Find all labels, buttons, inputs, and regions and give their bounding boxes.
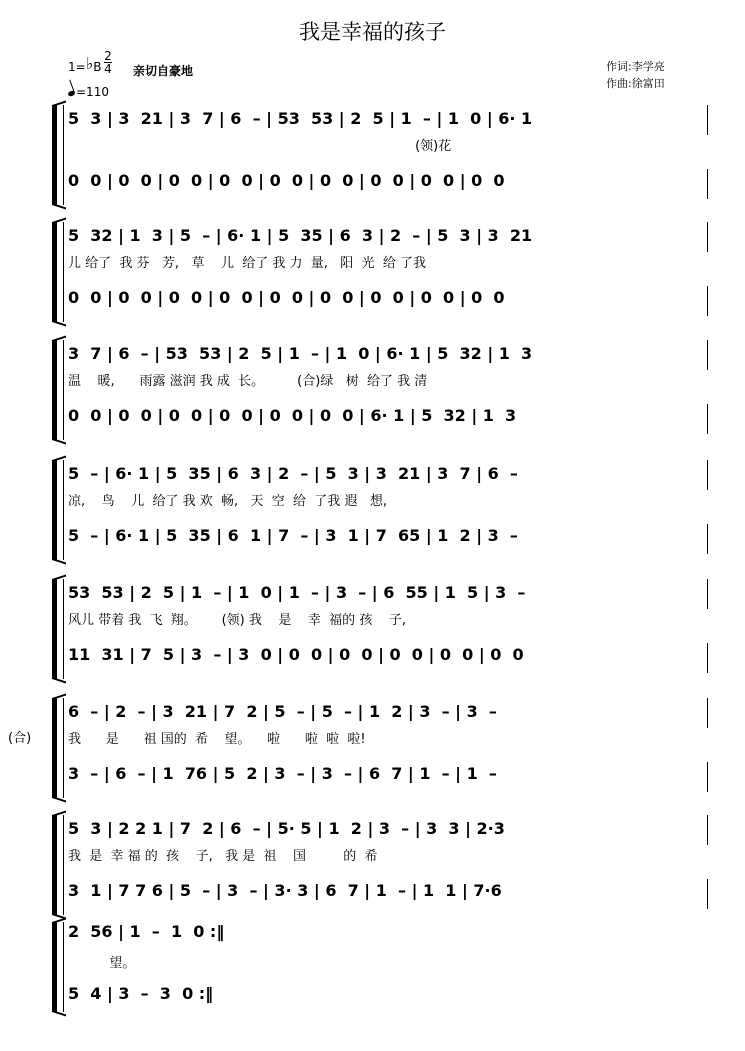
system-line [63,222,64,322]
expression-marking: 亲切自豪地 [133,64,194,78]
end-barline [707,404,708,434]
system-bracket [52,460,57,560]
bottom-staff: 11 31 | 7 5 | 3 – | 3 0 | 0 0 | 0 0 | 0 0 | 0 0 | 0 0 [68,645,524,664]
final-system [0,912,745,1012]
system-line [63,579,64,679]
lyrics-line: 风儿 带着 我 飞 翔。 (领) 我 是 幸 福的 孩 子, [68,613,406,628]
key-note: B [93,60,102,74]
time-bottom: 4 [104,62,112,76]
system-line [63,460,64,560]
system-line [63,340,64,440]
score-system [0,330,745,440]
score-system [0,450,745,560]
bottom-staff: 3 1 | 7 7 6 | 5 – | 3 – | 3· 3 | 6 7 | 1 – | 1 1 | 7·6 [68,881,502,900]
score-system [0,212,745,322]
end-barline [707,762,708,792]
end-barline [707,643,708,673]
end-barline [707,222,708,252]
key-prefix: 1= [68,60,86,74]
top-staff: 3 7 | 6 – | 53 53 | 2 5 | 1 – | 1 0 | 6· 1 | 5 32 | 1 3 [68,344,533,363]
score-system [0,95,745,205]
end-barline [707,340,708,370]
choir-label: (合) [8,731,32,746]
system-bracket [52,340,57,440]
bottom-staff: 0 0 | 0 0 | 0 0 | 0 0 | 0 0 | 0 0 | 0 0 | 0 0 | 0 0 [68,288,505,307]
system-line [63,815,64,915]
lyrics-line: 儿 给了 我 芬 芳, 草 儿 给了 我 力 量, 阳 光 给 了我 [68,256,426,271]
key-signature [68,56,101,75]
system-bracket [52,222,57,322]
lyrics-line: 我 是 祖 国的 希 望。 啦 啦 啦 啦! [68,732,366,747]
final-bottom-staff: 5 4 | 3 – 3 0 :‖ [68,984,214,1003]
end-barline [707,105,708,135]
top-staff: 5 32 | 1 3 | 5 – | 6· 1 | 5 35 | 6 3 | 2 – | 5 3 | 3 21 [68,226,533,245]
system-line [63,922,64,1012]
top-staff: 5 – | 6· 1 | 5 35 | 6 3 | 2 – | 5 3 | 3 21 | 3 7 | 6 – [68,464,518,483]
song-title: 我是幸福的孩子 [299,20,446,44]
system-bracket [52,105,57,205]
end-barline [707,460,708,490]
time-top: 2 [104,49,112,63]
end-barline [707,879,708,909]
system-line [63,698,64,798]
score-system [0,569,745,679]
flat-sign: ♭ [85,54,94,73]
score-system [0,805,745,915]
system-bracket [52,815,57,915]
final-lyrics: 望。 [68,956,136,971]
top-staff: 53 53 | 2 5 | 1 – | 1 0 | 1 – | 3 – | 6 55 | 1 5 | 3 – [68,583,526,602]
composer-credit: 作曲:徐富田 [606,77,665,90]
time-signature [104,50,112,75]
end-barline [707,286,708,316]
score-system [0,688,745,798]
end-barline [707,579,708,609]
end-barline [707,524,708,554]
lyrics-line: 我 是 幸 福 的 孩 子, 我 是 祖 国 的 希 [68,849,378,864]
top-staff: 5 3 | 2 2 1 | 7 2 | 6 – | 5· 5 | 1 2 | 3 – | 3 3 | 2·3 [68,819,505,838]
bottom-staff: 5 – | 6· 1 | 5 35 | 6 1 | 7 – | 3 1 | 7 65 | 1 2 | 3 – [68,526,518,545]
top-staff: 5 3 | 3 21 | 3 7 | 6 – | 53 53 | 2 5 | 1 – | 1 0 | 6· 1 [68,109,533,128]
final-top-staff: 2 56 | 1 – 1 0 :‖ [68,922,225,941]
system-bracket [52,698,57,798]
lyricist-credit: 作词:李学亮 [606,60,665,73]
end-barline [707,815,708,845]
tempo-value: =110 [76,85,109,99]
bottom-staff: 0 0 | 0 0 | 0 0 | 0 0 | 0 0 | 0 0 | 0 0 | 0 0 | 0 0 [68,171,505,190]
bottom-staff: 3 – | 6 – | 1 76 | 5 2 | 3 – | 3 – | 6 7 | 1 – | 1 – [68,764,497,783]
system-bracket [52,922,57,1012]
lyrics-line: 凉, 鸟 儿 给了 我 欢 畅, 天 空 给 了我 遐 想, [68,494,387,509]
lyrics-line: 温 暖, 雨露 滋润 我 成 长。 (合)绿 树 给了 我 清 [68,374,428,389]
system-bracket [52,579,57,679]
top-staff: 6 – | 2 – | 3 21 | 7 2 | 5 – | 5 – | 1 2 | 3 – | 3 – [68,702,497,721]
end-barline [707,169,708,199]
system-line [63,105,64,205]
bottom-staff: 0 0 | 0 0 | 0 0 | 0 0 | 0 0 | 0 0 | 6· 1 | 5 32 | 1 3 [68,406,517,425]
lyrics-line: (领)花 [68,139,452,154]
end-barline [707,698,708,728]
